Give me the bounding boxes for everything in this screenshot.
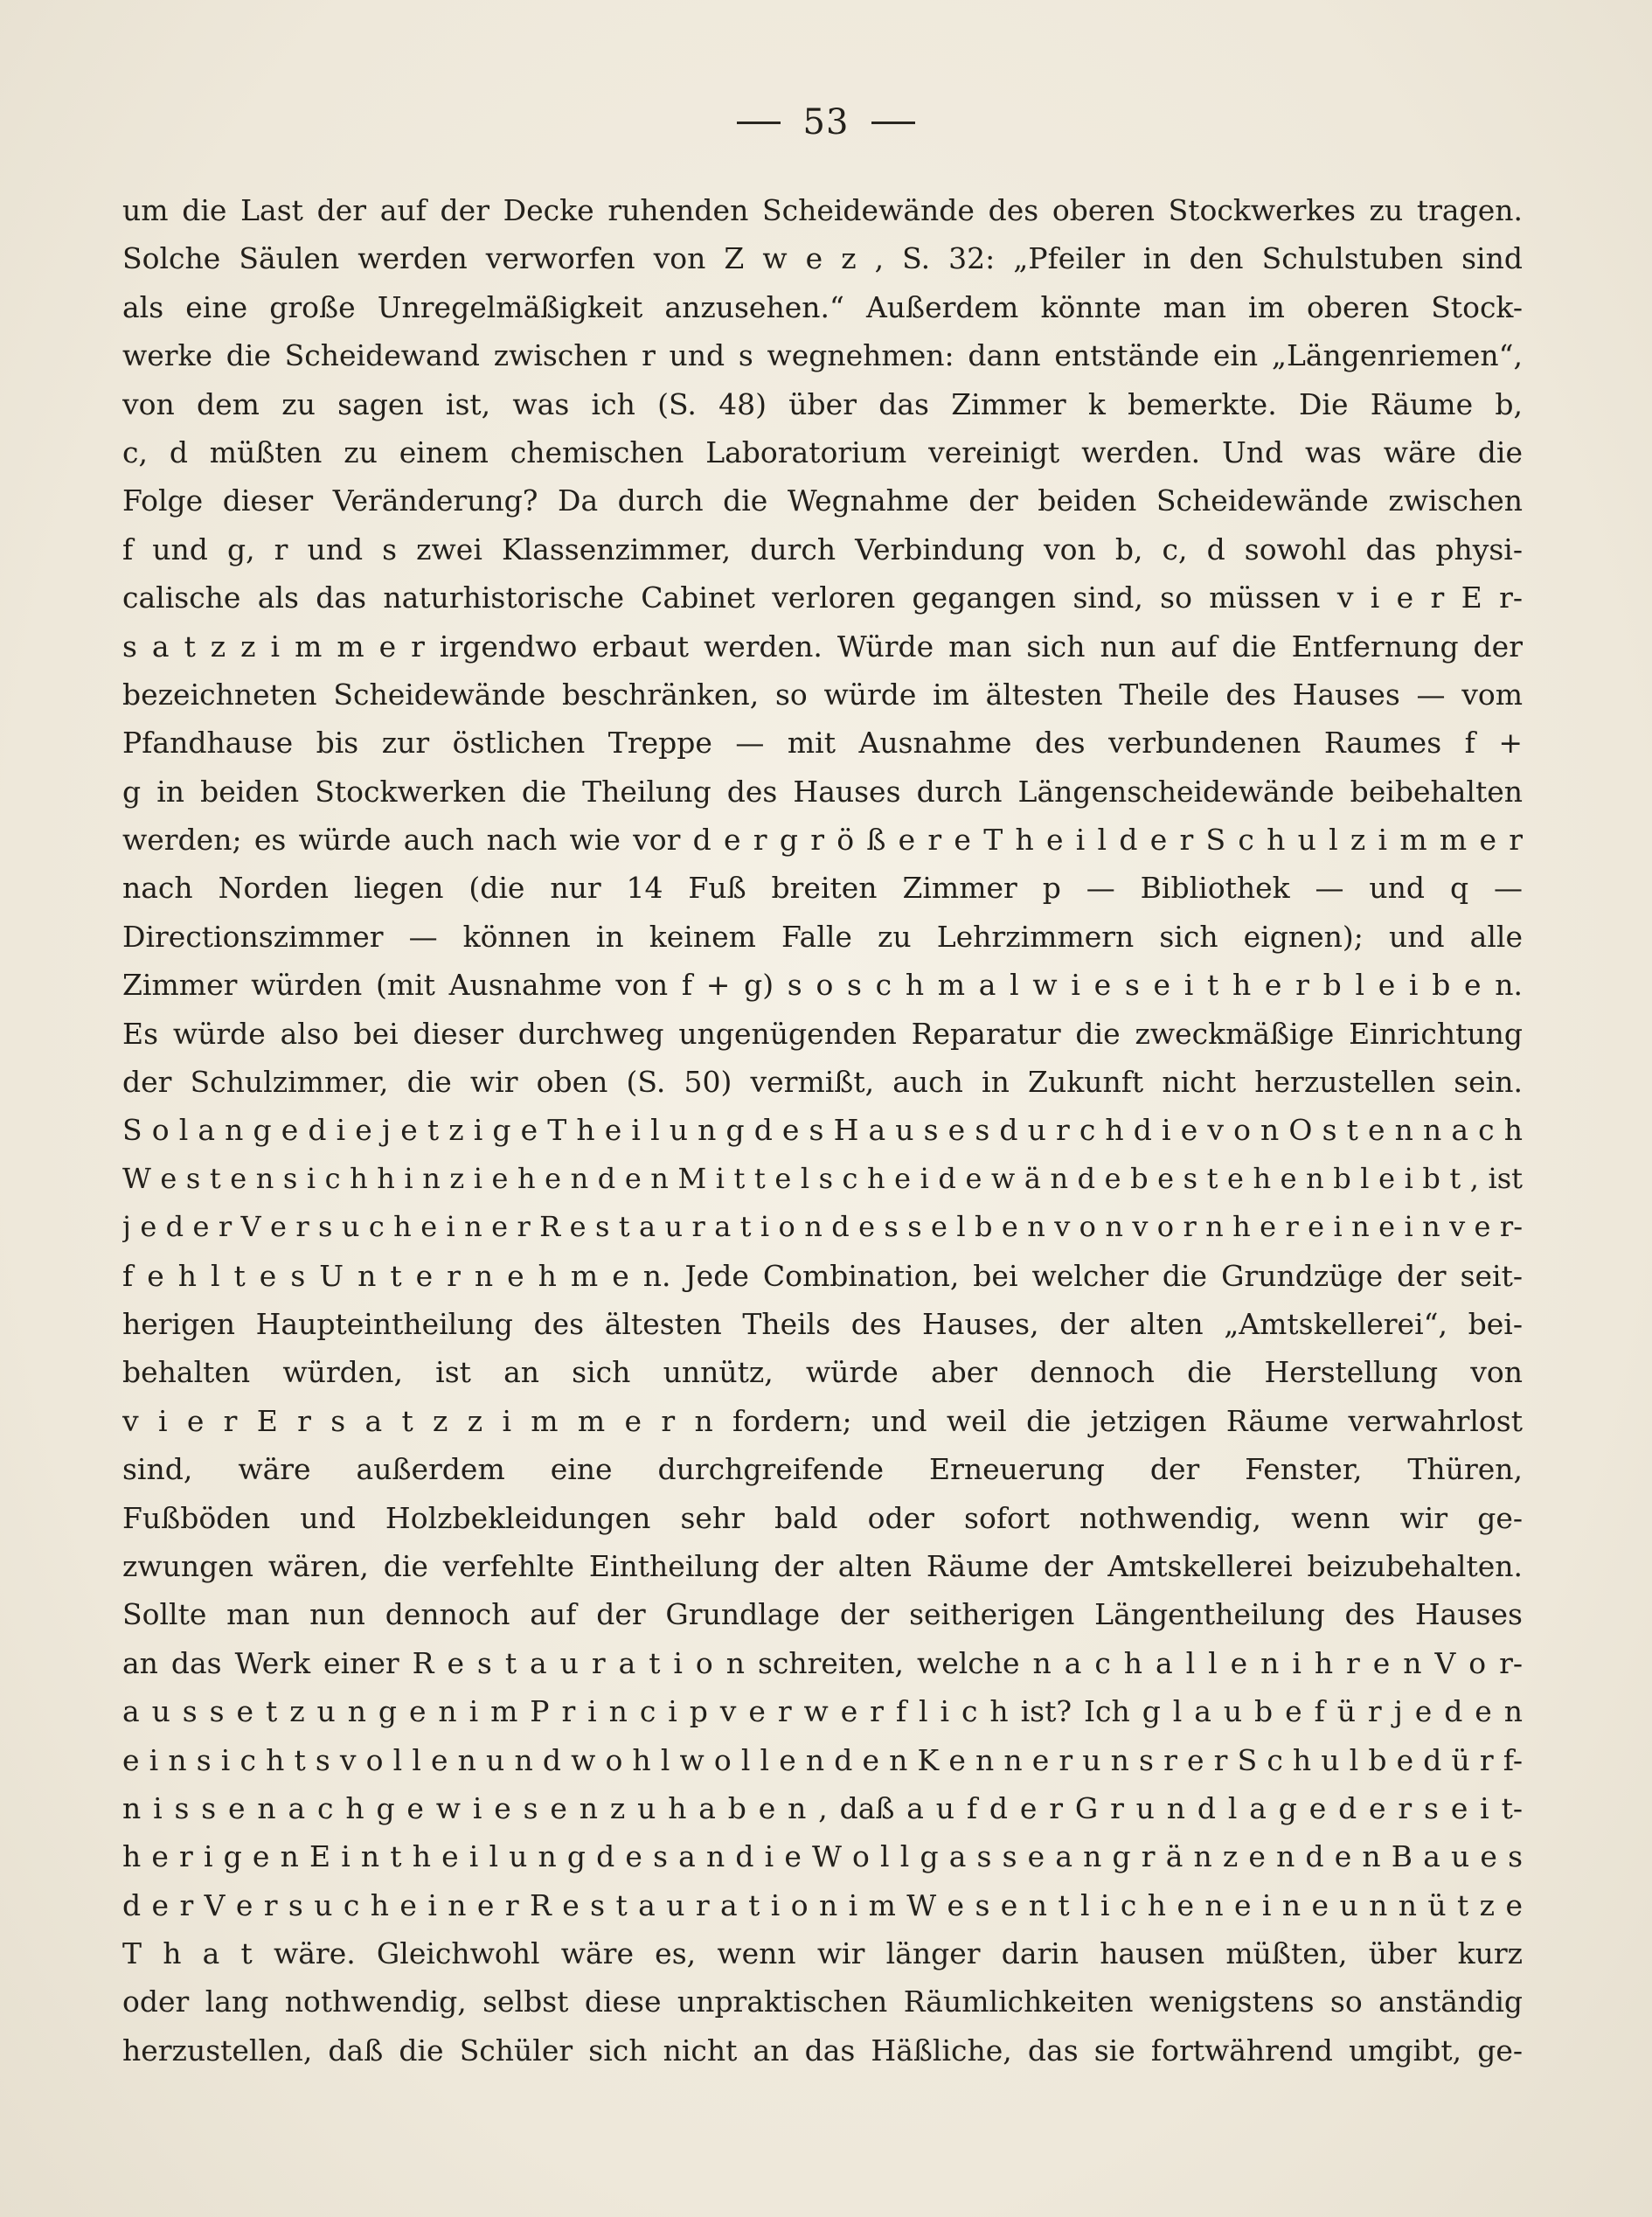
text-line: zwungen wären, die verfehlte Eintheilung der alten Räume der Amtskellerei beizubehalten. [122,1548,1523,1583]
text-line: calische als das naturhistorische Cabinet verloren gegangen sind, so müssen v i e r E r- [122,580,1523,615]
text-line: S o l a n g e d i e j e t z i g e T h e i l u n g d e s H a u s e s d u r c h d i e v o n O s t e n n a c h [122,1113,1523,1148]
text-line: v i e r E r s a t z z i m m e r n fordern; und weil die jetzigen Räume verwahrlost [122,1403,1523,1438]
text-line: n i s s e n a c h g e w i e s e n z u h a b e n , daß a u f d e r G r u n d l a g e d e r s e i t- [122,1790,1523,1825]
text-line: a u s s e t z u n g e n i m P r i n c i p v e r w e r f l i c h ist? Ich g l a u b e f ü r j e d e n [122,1694,1523,1729]
text-line: bezeichneten Scheidewände beschränken, so würde im ältesten Theile des Hauses — vom [122,677,1523,712]
text-line: Pfandhause bis zur östlichen Treppe — mit Ausnahme des verbundenen Raumes f + [122,726,1523,761]
text-line: herigen Haupteintheilung des ältesten Theils des Hauses, der alten „Amtskellerei“, bei- [122,1306,1523,1341]
text-line: Directionszimmer — können in keinem Falle zu Lehrzimmern sich eignen); und alle [122,919,1523,954]
text-line: f und g, r und s zwei Klassenzimmer, durch Verbindung von b, c, d sowohl das physi- [122,532,1523,566]
text-line: d e r V e r s u c h e i n e r R e s t a u r a t i o n i m W e s e n t l i c h e n e i n e u n n ü t z e [122,1887,1523,1922]
text-line: als eine große Unregelmäßigkeit anzusehen.“ Außerdem könnte man im oberen Stock- [122,289,1523,324]
text-line: Solche Säulen werden verworfen von Z w e z , S. 32: „Pfeiler in den Schulstuben sind [122,241,1523,276]
text-line: oder lang nothwendig, selbst diese unpraktischen Räumlichkeiten wenigstens so anständig [122,1984,1523,2019]
text-line: s a t z z i m m e r irgendwo erbaut werden. Würde man sich nun auf die Entfernung der [122,629,1523,664]
text-line: Fußböden und Holzbekleidungen sehr bald oder sofort nothwendig, wenn wir ge- [122,1500,1523,1535]
text-line: herzustellen, daß die Schüler sich nicht an das Häßliche, das sie fortwährend umgibt, ge- [122,2033,1523,2068]
header-dash-right [871,122,915,124]
text-line: T h a t wäre. Gleichwohl wäre es, wenn wir länger darin hausen müßten, über kurz [122,1936,1523,1971]
text-line: W e s t e n s i c h h i n z i e h e n d e n M i t t e l s c h e i d e w ä n d e b e s t e h e n b l e i b t , ist [122,1161,1523,1195]
text-line: j e d e r V e r s u c h e i n e r R e s t a u r a t i o n d e s s e l b e n v o n v o r n h e r e i n e i n v e r- [122,1210,1523,1244]
body-text [122,186,1523,2075]
text-line: c, d müßten zu einem chemischen Laboratorium vereinigt werden. Und was wäre die [122,434,1523,469]
text-line: der Schulzimmer, die wir oben (S. 50) vermißt, auch in Zukunft nicht herzustellen sein. [122,1065,1523,1100]
text-line: h e r i g e n E i n t h e i l u n g d e s a n d i e W o l l g a s s e a n g r ä n z e n d e n B a u e s [122,1839,1523,1874]
header-dash-left [737,122,781,124]
text-line: behalten würden, ist an sich unnütz, würde aber dennoch die Herstellung von [122,1355,1523,1390]
page-header [0,92,1652,153]
page-number: 53 [802,102,850,142]
text-line: Zimmer würden (mit Ausnahme von f + g) s o s c h m a l w i e s e i t h e r b l e i b e n. [122,968,1523,1003]
text-line: e i n s i c h t s v o l l e n u n d w o h l w o l l e n d e n K e n n e r u n s r e r S c h u l b e d ü r f- [122,1742,1523,1777]
text-line: um die Last der auf der Decke ruhenden Scheidewände des oberen Stockwerkes zu tragen. [122,193,1523,227]
text-line: Es würde also bei dieser durchweg ungenügenden Reparatur die zweckmäßige Einrichtung [122,1016,1523,1051]
text-line: Folge dieser Veränderung? Da durch die Wegnahme der beiden Scheidewände zwischen [122,483,1523,518]
text-line: an das Werk einer R e s t a u r a t i o n schreiten, welche n a c h a l l e n i h r e n V o r- [122,1645,1523,1680]
text-line: g in beiden Stockwerken die Theilung des Hauses durch Längenscheidewände beibehalten [122,774,1523,809]
text-line: nach Norden liegen (die nur 14 Fuß breiten Zimmer p — Bibliothek — und q — [122,871,1523,906]
text-line: Sollte man nun dennoch auf der Grundlage der seitherigen Längentheilung des Hauses [122,1597,1523,1632]
text-line: sind, wäre außerdem eine durchgreifende Erneuerung der Fenster, Thüren, [122,1452,1523,1487]
text-line: von dem zu sagen ist, was ich (S. 48) über das Zimmer k bemerkte. Die Räume b, [122,386,1523,421]
text-line: werke die Scheidewand zwischen r und s wegnehmen: dann entstände ein „Längenriemen“, [122,338,1523,373]
text-line: werden; es würde auch nach wie vor d e r g r ö ß e r e T h e i l d e r S c h u l z i m m e r [122,823,1523,858]
text-line: f e h l t e s U n t e r n e h m e n. Jede Combination, bei welcher die Grundzüge der seit- [122,1258,1523,1293]
